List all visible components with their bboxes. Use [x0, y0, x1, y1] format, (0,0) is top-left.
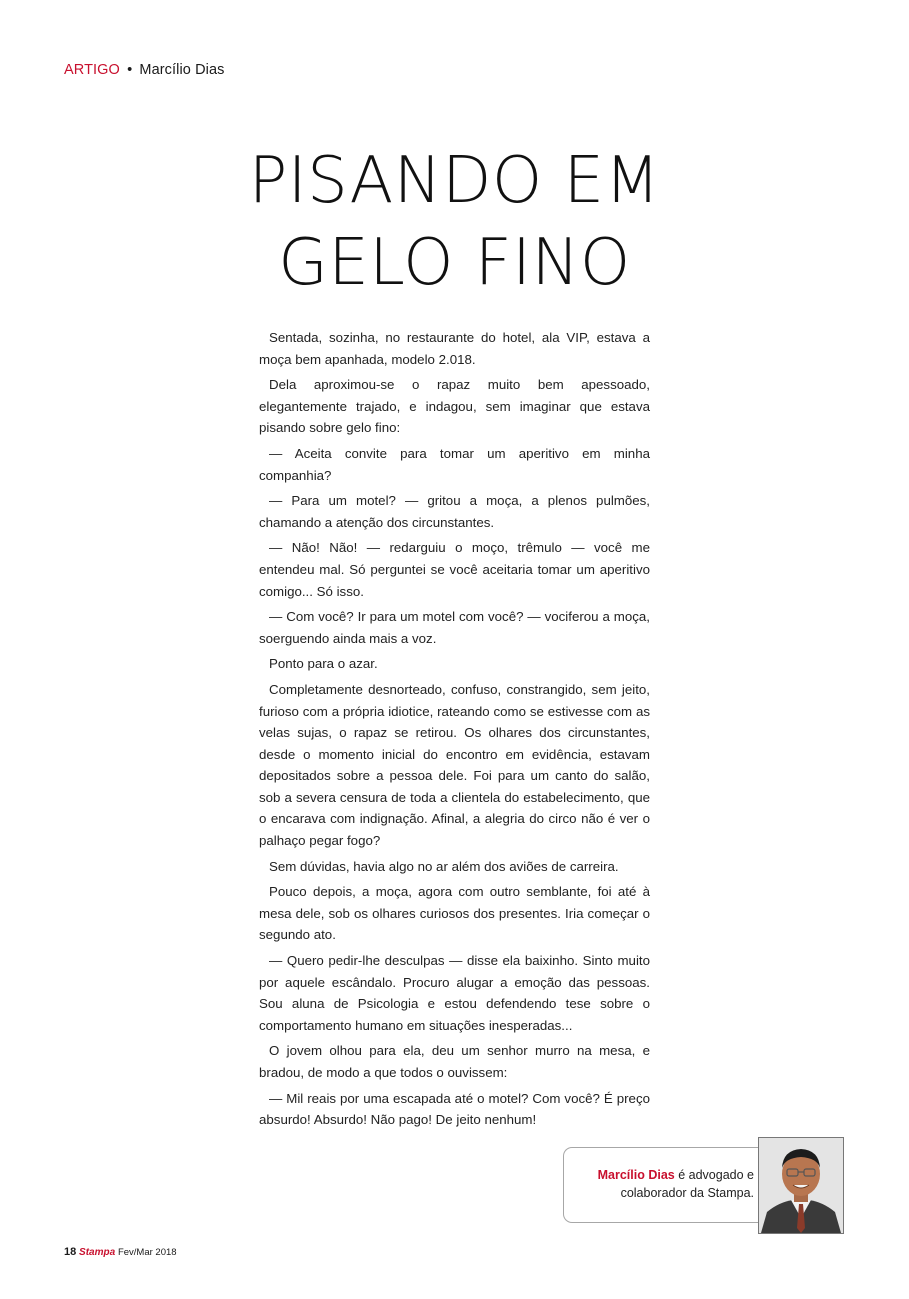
- section-label: ARTIGO: [64, 62, 120, 78]
- paragraph: Completamente desnorteado, confuso, constrangido, sem jeito, furioso com a própria idiotice, rateando como se estivesse com as velas sujas, o rapaz se retirou. Os olhares dos circunstantes, desde o momento inicial do encontro em evidência, estavam depositados sobre a pessoa dele. Foi para um canto do salão, sob a severa censura de toda a clientela do estabelecimento, que o encarava com indignação. Afinal, a alegria do circo não é ver o palhaço pegar fogo?: [259, 681, 650, 849]
- article-title: [180, 140, 729, 304]
- page-number: 18: [64, 1246, 77, 1258]
- paragraph: — Quero pedir-lhe desculpas — disse ela baixinho. Sinto muito por aquele escândalo. Procuro alugar a emoção das pessoas. Sou aluna de Psicologia e estou defendendo tese sobre o comportamento humano em situações inesperadas...: [259, 953, 650, 1033]
- header-separator: •: [127, 62, 133, 78]
- portrait-drawing: [759, 1138, 843, 1233]
- paragraph: — Aceita convite para tomar um aperitivo em minha companhia?: [259, 445, 650, 483]
- magazine-name: Stampa: [79, 1247, 116, 1258]
- author-bio-box: [563, 1147, 768, 1223]
- paragraph: — Mil reais por uma escapada até o motel? Com você? É preço absurdo! Absurdo! Não pago! De jeito nenhum!: [259, 1090, 650, 1128]
- author-portrait-icon: [758, 1137, 844, 1234]
- header-author: Marcílio Dias: [139, 62, 225, 78]
- paragraph: — Com você? Ir para um motel com você? — vociferou a moça, soerguendo ainda mais a voz.: [259, 609, 650, 646]
- paragraph: — Não! Não! — redarguiu o moço, trêmulo — você me entendeu mal. Só perguntei se você aceitaria tomar um aperitivo comigo... Só isso.: [259, 540, 650, 599]
- paragraph: Sem dúvidas, havia algo no ar além dos aviões de carreira.: [269, 858, 619, 874]
- article-body: [259, 327, 650, 1135]
- paragraph: O jovem olhou para ela, deu um senhor murro na mesa, e bradou, de modo a que todos o ouvissem:: [259, 1043, 650, 1080]
- paragraph: — Para um motel? — gritou a moça, a plenos pulmões, chamando a atenção dos circunstantes.: [259, 493, 650, 530]
- issue-date: Fev/Mar 2018: [117, 1247, 177, 1258]
- bio-author-name: Marcílio Dias: [597, 1168, 675, 1182]
- bio-description: é advogado e colaborador da Stampa.: [620, 1168, 754, 1200]
- paragraph: Dela aproximou-se o rapaz muito bem apessoado, elegantemente trajado, e indagou, sem imaginar que estava pisando sobre gelo fino:: [259, 377, 650, 436]
- section-header: [64, 62, 225, 78]
- page-footer: [64, 1246, 177, 1258]
- title-line-2: GELO FINO: [278, 226, 631, 300]
- paragraph: Sentada, sozinha, no restaurante do hotel, ala VIP, estava a moça bem apanhada, modelo 2.018.: [259, 330, 650, 367]
- paragraph: Pouco depois, a moça, agora com outro semblante, foi até à mesa dele, sob os olhares curiosos dos presentes. Iria começar o segundo ato.: [259, 884, 650, 943]
- author-bio-text: [574, 1166, 754, 1202]
- title-line-1: PISANDO EM: [248, 144, 661, 218]
- paragraph: Ponto para o azar.: [269, 656, 378, 672]
